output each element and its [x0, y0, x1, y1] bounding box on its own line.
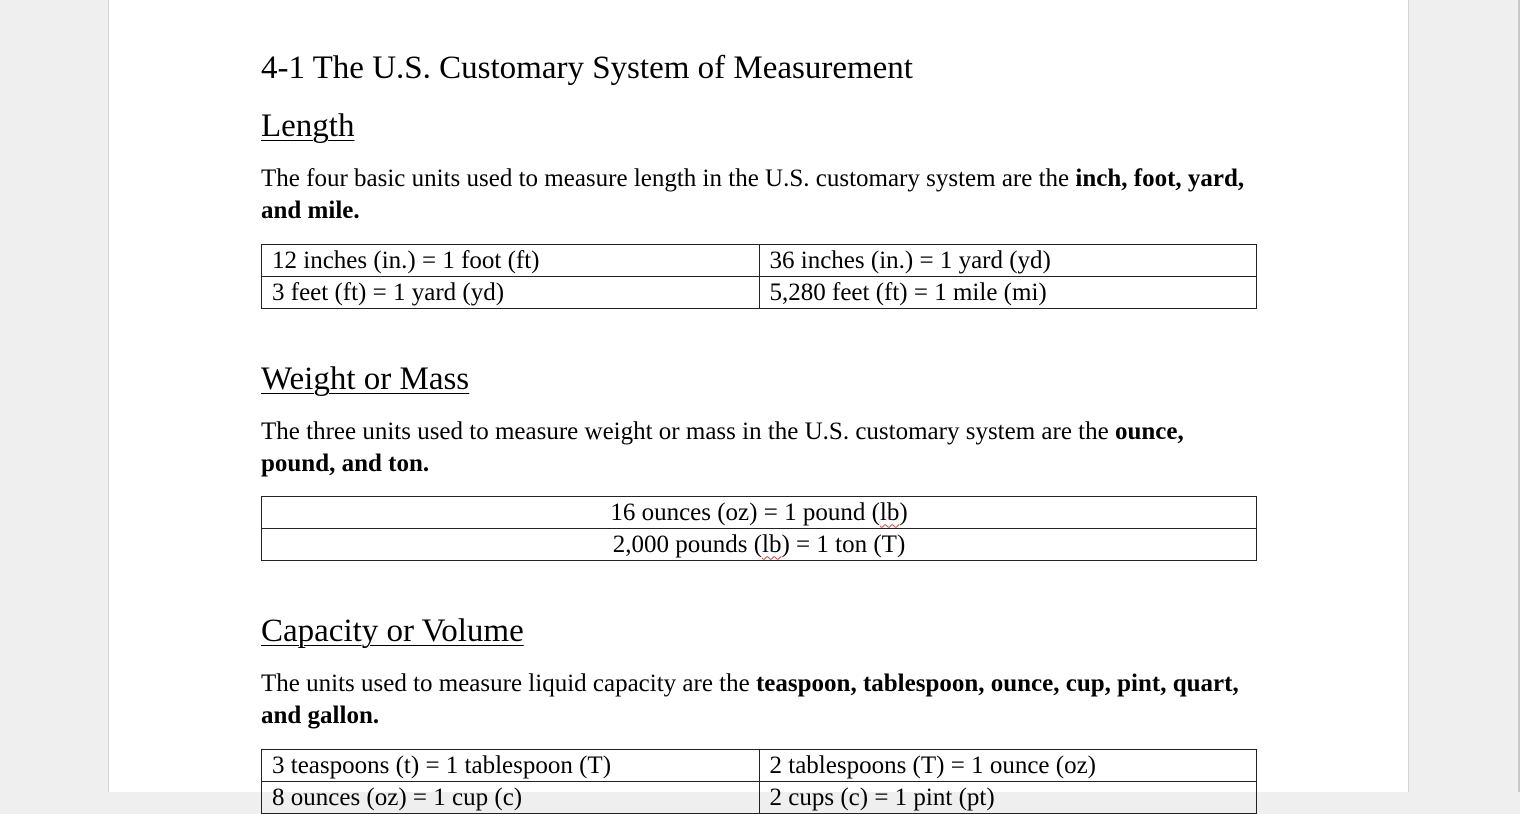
capacity-intro-paragraph [261, 668, 1257, 732]
capacity-intro-text: The units used to measure liquid capacity are the [261, 670, 756, 697]
section-heading-length: Length [261, 108, 355, 144]
length-intro-text: The four basic units used to measure length in the U.S. customary system are the [261, 165, 1076, 192]
section-heading-capacity: Capacity or Volume [261, 613, 524, 649]
table-cell: 3 teaspoons (t) = 1 tablespoon (T) [262, 750, 760, 782]
table-cell: 2 cups (c) = 1 pint (pt) [759, 782, 1257, 814]
table-cell: 2 tablespoons (T) = 1 ounce (oz) [759, 750, 1257, 782]
table-row [262, 782, 1257, 814]
weight-intro-text: The three units used to measure weight or mass in the U.S. customary system are the [261, 418, 1115, 445]
weight-units-bold: ounce, pound, and ton. [261, 418, 1184, 477]
spellcheck-flagged-word[interactable]: lb [762, 530, 782, 558]
weight-conversion-table [261, 496, 1257, 561]
table-row [262, 750, 1257, 782]
table-cell: 16 ounces (oz) = 1 pound (lb) [262, 497, 1257, 529]
document-page[interactable] [108, 0, 1409, 811]
table-row [262, 245, 1257, 277]
table-row [262, 277, 1257, 309]
table-cell: 3 feet (ft) = 1 yard (yd) [262, 277, 760, 309]
table-row [262, 529, 1257, 561]
length-conversion-table [261, 244, 1257, 309]
length-intro-paragraph [261, 163, 1257, 227]
spellcheck-flagged-word[interactable]: lb [879, 498, 900, 526]
capacity-units-bold: teaspoon, tablespoon, ounce, cup, pint, quart, and gallon. [261, 670, 1239, 729]
document-title: 4-1 The U.S. Customary System of Measurement [261, 50, 913, 86]
table-cell: 8 ounces (oz) = 1 cup (c) [262, 782, 760, 814]
table-row [262, 497, 1257, 529]
table-cell: 5,280 feet (ft) = 1 mile (mi) [759, 277, 1257, 309]
table-cell: 12 inches (in.) = 1 foot (ft) [262, 245, 760, 277]
length-units-bold: inch, foot, yard, and mile. [261, 165, 1245, 224]
capacity-conversion-table [261, 749, 1257, 814]
section-heading-weight: Weight or Mass [261, 361, 470, 397]
table-cell: 2,000 pounds (lb) = 1 ton (T) [262, 529, 1257, 561]
table-cell: 36 inches (in.) = 1 yard (yd) [759, 245, 1257, 277]
weight-intro-paragraph [261, 416, 1257, 480]
